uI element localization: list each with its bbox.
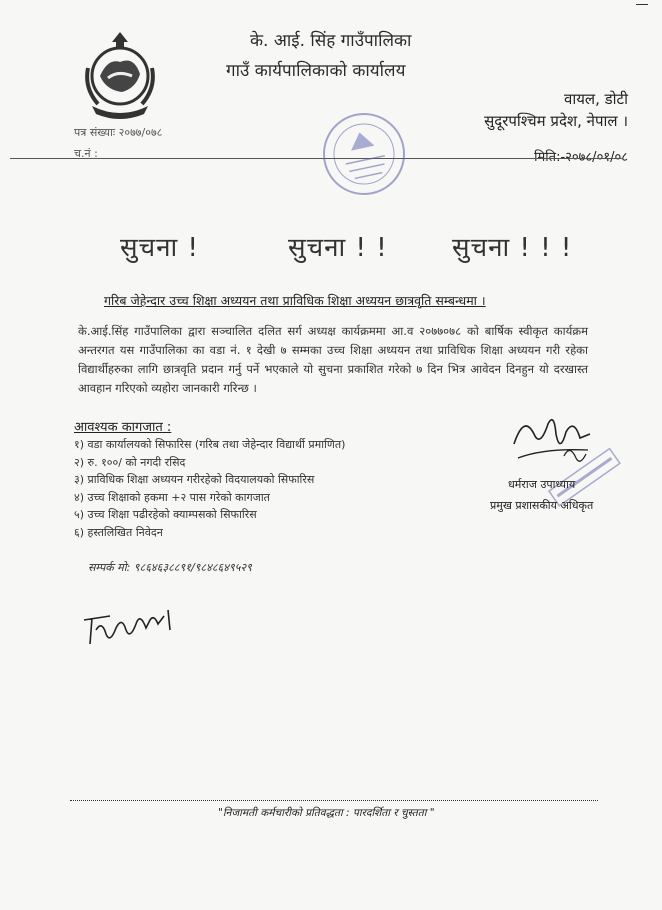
officer-title: प्रमुख प्रशासकीय अधिकृत [490,499,594,512]
handwritten-signature-icon [80,600,180,650]
organization-name: के. आई. सिंह गाउँपालिका [250,31,412,51]
documents-list [74,436,345,541]
notice-heading-2: सुचना ! ! [288,233,388,263]
document-item: ६) हस्तलिखित निवेदन [74,525,163,539]
header-divider [10,158,622,159]
notice-heading-1: सुचना ! [120,233,199,263]
footer-divider [70,800,598,801]
letter-body: के.आई.सिंह गाउँपालिका द्वारा सञ्चालित दलित सर्ग अध्यक्ष कार्यक्रममा आ.व २०७७०७८ को बार्षिक स्वीकृत कार्यक्रम अन्तरगत यस गाउँपालिका का वडा नं. १ देखी ७ सम्मका उच्च शिक्षा अध्ययन तथा प्राविधिक शिक्षा अध्ययन गरी रहेका विद्यार्थीहरुका लागि छात्रवृति प्रदान गर्नु पर्ने भएकाले यो सुचना प्रकाशित गरेको ७ दिन भित्र आवेदन दिनहुन यो दरखास्त आवहान गरिएको व्यहोरा जानकारी गरिन्छ । [78,324,588,395]
document-item: ५) उच्च शिक्षा पढीरहेको क्याम्पसको सिफारिस [74,508,257,521]
government-emblem-icon [78,28,162,124]
reference-number: पत्र संख्याः २०७७/०७८ [74,126,163,139]
office-name: गाउँ कार्यपालिकाको कार्यालय [226,61,406,81]
dispatch-number: च.नं : [74,147,98,160]
footer-motto: "निजामती कर्मचारीको प्रतिवद्धता : पारदर्शिता र चुस्तता " [218,807,435,819]
document-item: १) वडा कार्यालयको सिफारिस (गरिब तथा जेहेन्दार विद्यार्थी प्रमाणित) [74,438,346,451]
office-stamp-icon [318,108,410,200]
address-line-1: वायल, डोटी [564,90,628,108]
address-line-2: सुदूरपश्चिम प्रदेश, नेपाल । [484,112,628,130]
document-item: ३) प्राविधिक शिक्षा अध्ययन गरीरहेको विदयालयको सिफारिस [74,473,315,486]
officer-name: धर्मराज उपाध्याय [508,478,576,491]
letter-date: मिति:-२०७८/०१/०८ [534,150,628,165]
documents-heading: आवश्यक कागजात : [74,420,172,435]
document-item: ४) उच्च शिक्षाको हकमा +२ पास गरेको कागजात [74,490,270,504]
document-item: २) रु. १००/ को नगदी रसिद [74,455,186,469]
edge-mark [636,4,648,5]
contact-number: सम्पर्क मो: ९८६४६३८८९१/९८४८६४९५२९ [88,561,252,574]
letter-subject: गरिब जेहेन्दार उच्च शिक्षा अध्ययन तथा प्राविधिक शिक्षा अध्ययन छात्रवृति सम्बन्धमा । [104,293,486,308]
notice-heading-3: सुचना ! ! ! [452,233,573,263]
